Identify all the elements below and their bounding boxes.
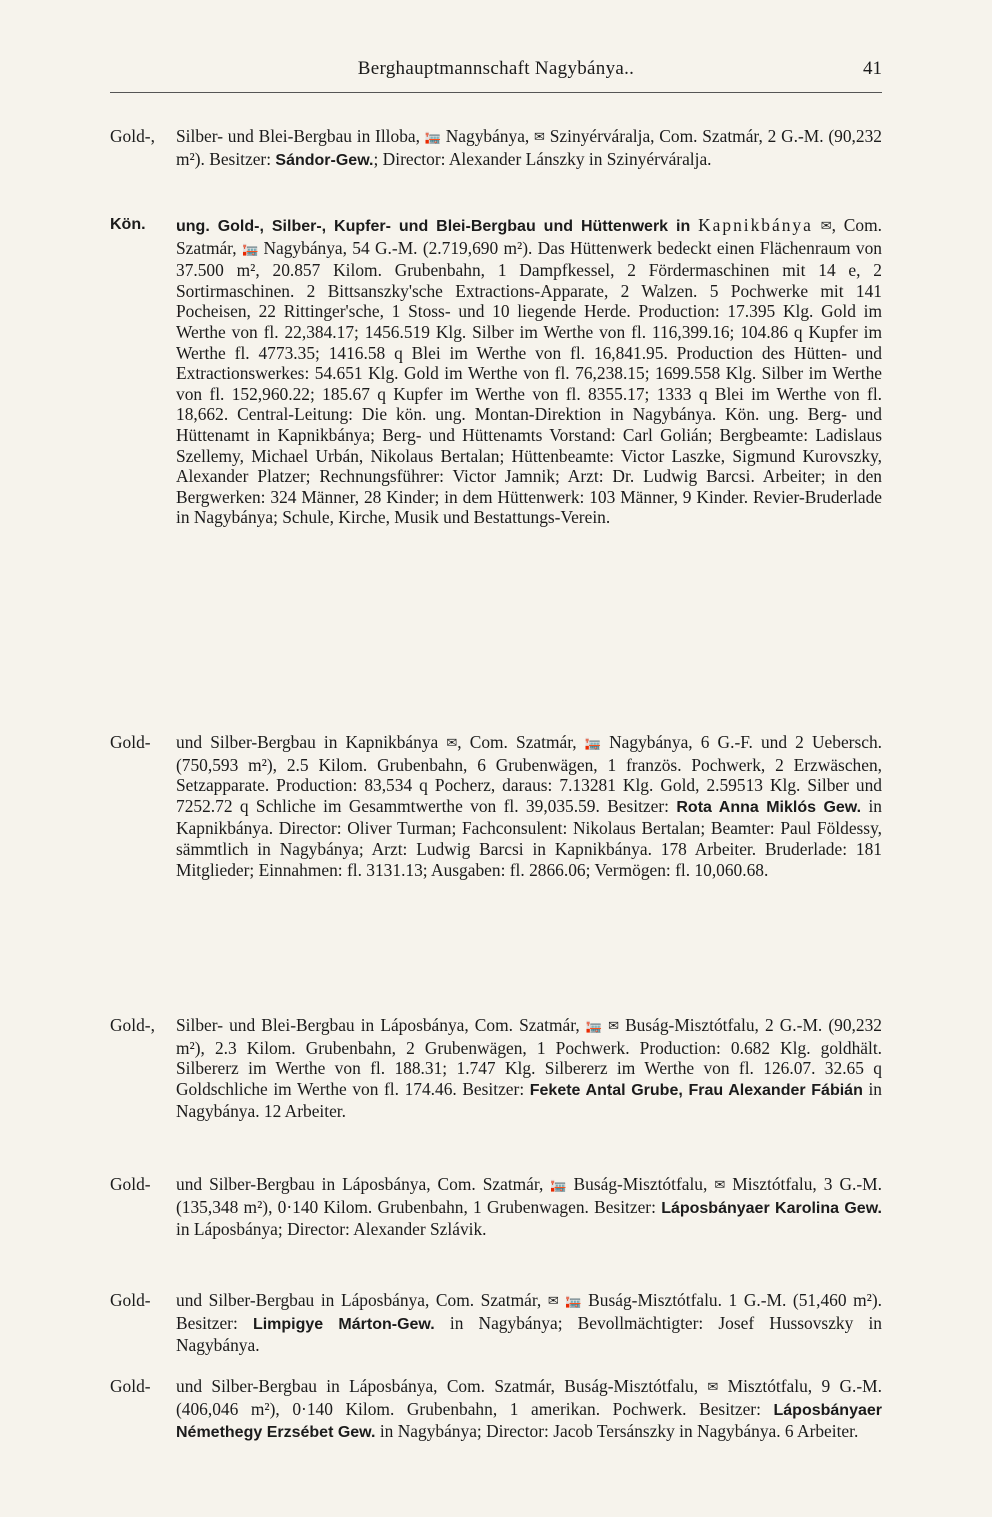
entry-label: Gold-	[110, 1290, 151, 1310]
railway-station-icon: 🏣	[565, 1294, 582, 1309]
entry-label: Gold-	[110, 1174, 151, 1194]
entry-text: ung. Gold-, Silber-, Kupfer- und Blei-Bergbau und Hüttenwerk in Kapnikbánya ✉, Com. Szatmár, 🏣 Nagybánya, 54 G.-M. (2.719,690 m²). Das Hüttenwerk bedeckt einen Flächenraum von 37.500 m², 20.857 Kilom. Grubenbahn, 1 Dampfkessel, 2 Fördermaschinen mit 14 e, 2 Sortirmaschinen. 2 Bittsanszky'sche Extractions-Apparate, 2 Walzen. 5 Pochwerke mit 141 Pocheisen, 22 Rittinger'sche, 1 Stoss- und 10 liegende Herde. Production: 17.395 Klg. Gold im Werthe von fl. 22,384.17; 1456.519 Klg. Silber im Werthe von fl. 116,399.16; 104.86 q Kupfer im Werthe fl. 4773.35; 1416.58 q Blei im Werthe von fl. 16,841.95. Production des Hütten- und Extractionswerkes: 54.651 Klg. Gold im Werthe von fl. 76,238.15; 1699.558 Klg. Silber im Werthe von fl. 152,960.22; 185.67 q Kupfer im Werthe von fl. 8355.17; 1333 q Blei im Werthe von fl. 18,662. Central-Leitung: Die kön. ung. Montan-Direktion in Nagybánya. Kön. ung. Berg- und Hüttenamt in Kapnikbánya; Berg- und Hüttenamts Vorstand: Carl Golián; Bergbeamte: Ladislaus Szellemy, Michael Urbán, Nikolaus Bertalan; Hüttenbeamte: Victor Laszke, Sigmund Kurovszky, Alexander Platzer; Rechnungsführer: Victor Jamnik; Arzt: Dr. Ludwig Barcsi. Arbeiter; in den Bergwerken: 324 Männer, 28 Kinder; in dem Hüttenwerk: 103 Männer, 9 Kinder. Revier-Bruderlade in Nagybánya; Schule, Kirche, Musik und Bestattungs-Verein.	[176, 215, 882, 528]
header-rule	[110, 92, 882, 93]
entry-illoba	[110, 126, 882, 171]
railway-station-icon: 🏣	[584, 736, 601, 751]
entry-text: und Silber-Bergbau in Kapnikbánya ✉, Com. Szatmár, 🏣 Nagybánya, 6 G.-F. und 2 Uebersch. (750,593 m²), 2.5 Kilom. Grubenbahn, 6 Grubenwägen, 1 französ. Pochwerk, 2 Erzwäschen, Setzapparate. Production: 83,534 q Pocherz, daraus: 7.13281 Klg. Gold, 2.59513 Klg. Silber und 7252.72 q Schliche im Gesammtwerthe von fl. 39,035.59. Besitzer: Rota Anna Miklós Gew. in Kapnikbánya. Director: Oliver Turman; Fachconsulent: Nikolaus Bertalan; Beamter: Paul Földessy, sämmtlich in Nagybánya; Arzt: Ludwig Barcsi in Kapnikbánya. 178 Arbeiter. Bruderlade: 181 Mitglieder; Einnahmen: fl. 3131.13; Ausgaben: fl. 2866.06; Vermögen: fl. 10,060.68.	[176, 732, 883, 880]
entry-label: Kön.	[110, 216, 146, 233]
post-office-icon: ✉	[707, 1380, 719, 1395]
entry-kapnikbanya-state	[110, 215, 882, 528]
entry-kapnikbanya-private	[110, 732, 882, 880]
page-number: 41	[863, 58, 882, 79]
post-office-icon: ✉	[446, 736, 458, 751]
entry-label: Gold-	[110, 1376, 151, 1396]
entry-laposbanya-1	[110, 1015, 882, 1122]
entry-label: Gold-,	[110, 1015, 155, 1035]
entry-text: und Silber-Bergbau in Láposbánya, Com. Szatmár, Buság-Misztótfalu, ✉ Misztótfalu, 9 G.-M. (406,046 m²), 0·140 Kilom. Grubenbahn, 1 amerikan. Pochwerk. Besitzer: Láposbányaer Némethegy Erzsébet Gew. in Nagybánya; Director: Jacob Tersánszky in Nagybánya. 6 Arbeiter.	[176, 1376, 882, 1442]
post-office-icon: ✉	[547, 1294, 559, 1309]
railway-station-icon: 🏣	[241, 241, 259, 257]
post-office-icon: ✉	[714, 1178, 726, 1193]
post-office-icon: ✉	[534, 130, 545, 145]
entry-laposbanya-3	[110, 1290, 882, 1356]
railway-station-icon: 🏣	[424, 130, 441, 145]
entry-laposbanya-4	[110, 1376, 882, 1444]
railway-station-icon: 🏣	[585, 1019, 602, 1034]
entry-text: und Silber-Bergbau in Láposbánya, Com. Szatmár, ✉ 🏣 Buság-Misztótfalu. 1 G.-M. (51,460 m²). Besitzer: Limpigye Márton-Gew. in Nagybánya; Bevollmächtigter: Josef Hussovszky in Nagybánya.	[176, 1290, 882, 1356]
entry-label: Gold-	[110, 732, 151, 752]
railway-station-icon: 🏣	[550, 1178, 567, 1193]
entry-heading: ung. Gold-, Silber-, Kupfer- und Blei-Bergbau und Hüttenwerk in	[176, 218, 691, 235]
entry-text: und Silber-Bergbau in Láposbánya, Com. Szatmár, 🏣 Buság-Misztótfalu, ✉ Misztótfalu, 3 G.-M. (135,348 m²), 0·140 Kilom. Grubenbahn, 1 Grubenwagen. Besitzer: Láposbányaer Karolina Gew. in Láposbánya; Director: Alexander Szlávik.	[176, 1174, 882, 1240]
entry-text: Silber- und Blei-Bergbau in Láposbánya, Com. Szatmár, 🏣 ✉ Buság-Misztótfalu, 2 G.-M. (90,232 m²), 2.3 Kilom. Grubenbahn, 2 Grubenwägen, 1 Pochwerk. Production: 0.682 Klg. goldhält. Silbererz im Werthe von fl. 188.31; 1.747 Klg. Silbererz im Werthe von fl. 126.07. 32.65 q Goldschliche im Werthe von fl. 174.46. Besitzer: Fekete Antal Grube, Frau Alexander Fábián in Nagybánya. 12 Arbeiter.	[176, 1015, 882, 1122]
post-office-icon: ✉	[820, 219, 832, 234]
page-header	[110, 58, 882, 88]
entry-label: Gold-,	[110, 126, 155, 146]
post-office-icon: ✉	[608, 1019, 619, 1034]
entry-laposbanya-2	[110, 1174, 882, 1240]
entry-text: Silber- und Blei-Bergbau in Illoba, 🏣 Nagybánya, ✉ Szinyérváralja, Com. Szatmár, 2 G.-M. (90,232 m²). Besitzer: Sándor-Gew.; Director: Alexander Lánszky in Szinyérváralja.	[176, 126, 882, 169]
running-title: Berghauptmannschaft Nagybánya..	[357, 58, 635, 79]
